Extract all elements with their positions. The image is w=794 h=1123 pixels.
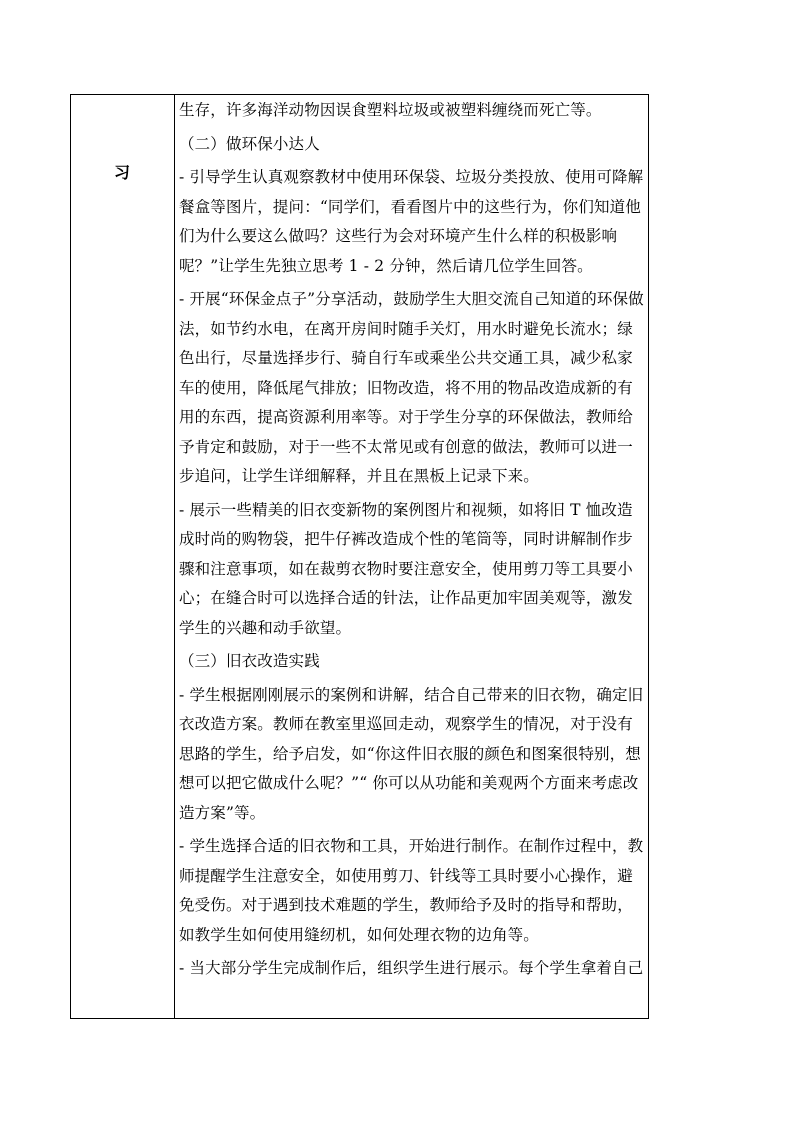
content-line: 免受伤。对于遇到技术难题的学生，教师给予及时的指导和帮助， bbox=[179, 896, 633, 914]
content-line: - 学生选择合适的旧衣物和工具，开始进行制作。在制作过程中，教 bbox=[179, 837, 644, 855]
content-line: 予肯定和鼓励，对于一些不太常见或有创意的做法，教师可以进一 bbox=[179, 437, 633, 456]
content-line: - 当大部分学生完成制作后，组织学生进行展示。每个学生拿着自己 bbox=[179, 959, 644, 977]
content-line: - 引导学生认真观察教材中使用环保袋、垃圾分类投放、使用可降解 bbox=[179, 168, 644, 186]
content-line: 用的东西，提高资源利用率等。对于学生分享的环保做法，教师给 bbox=[179, 408, 633, 426]
content-line: 心；在缝合时可以选择合适的针法，让作品更加牢固美观等，激发 bbox=[179, 589, 633, 607]
content-line: - 开展“环保金点子”分享活动，鼓励学生大胆交流自己知道的环保做 bbox=[179, 290, 644, 308]
content-line: 法，如节约水电，在离开房间时随手关灯，用水时避免长流水；绿 bbox=[179, 319, 633, 338]
content-line: - 展示一些精美的旧衣变新物的案例图片和视频，如将旧 T 恤改造 bbox=[179, 500, 633, 519]
content-line: 呢？”让学生先独立思考 1 - 2 分钟，然后请几位学生回答。 bbox=[179, 256, 593, 275]
content-line: 思路的学生，给予启发，如“你这件旧衣服的颜色和图案很特别，想 bbox=[179, 744, 641, 763]
lesson-content bbox=[179, 96, 647, 984]
content-line: 骤和注意事项，如在裁剪衣物时要注意安全，使用剪刀等工具要小 bbox=[179, 559, 633, 578]
content-line: 师提醒学生注意安全，如使用剪刀、针线等工具时要小心操作，避 bbox=[179, 866, 633, 885]
section-label: 习 bbox=[113, 163, 130, 182]
subsection-heading: （二）做环保小达人 bbox=[179, 134, 320, 153]
content-line: - 学生根据刚刚展示的案例和讲解，结合自己带来的旧衣物，确定旧 bbox=[179, 685, 644, 704]
content-line: 成时尚的购物袋，把牛仔裤改造成个性的笔筒等，同时讲解制作步 bbox=[179, 530, 633, 548]
content-line: 造方案”等。 bbox=[179, 803, 266, 822]
content-line: 色出行，尽量选择步行、骑自行车或乘坐公共交通工具，减少私家 bbox=[179, 349, 633, 367]
content-line: 餐盒等图片，提问：“同学们，看看图片中的这些行为，你们知道他 bbox=[179, 197, 641, 216]
content-line: 学生的兴趣和动手欲望。 bbox=[179, 618, 352, 637]
content-line: 车的使用，降低尾气排放；旧物改造，将不用的物品改造成新的有 bbox=[179, 378, 633, 397]
content-line: 想可以把它做成什么呢？”“ 你可以从功能和美观两个方面来考虑改 bbox=[179, 774, 639, 792]
content-line: 如教学生如何使用缝纫机，如何处理衣物的边角等。 bbox=[179, 925, 539, 944]
content-line: 步追问，让学生详细解释，并且在黑板上记录下来。 bbox=[179, 467, 539, 485]
section-label-cell bbox=[71, 95, 175, 1018]
content-line: 生存，许多海洋动物因误食塑料垃圾或被塑料缠绕而死亡等。 bbox=[179, 101, 602, 119]
content-line: 们为什么要这么做吗？这些行为会对环境产生什么样的积极影响 bbox=[179, 227, 618, 245]
lesson-content-cell bbox=[175, 95, 648, 1018]
lesson-plan-table bbox=[70, 94, 649, 1019]
content-line: 衣改造方案。教师在教室里巡回走动，观察学生的情况，对于没有 bbox=[179, 715, 633, 733]
subsection-heading: （三）旧衣改造实践 bbox=[179, 652, 320, 670]
